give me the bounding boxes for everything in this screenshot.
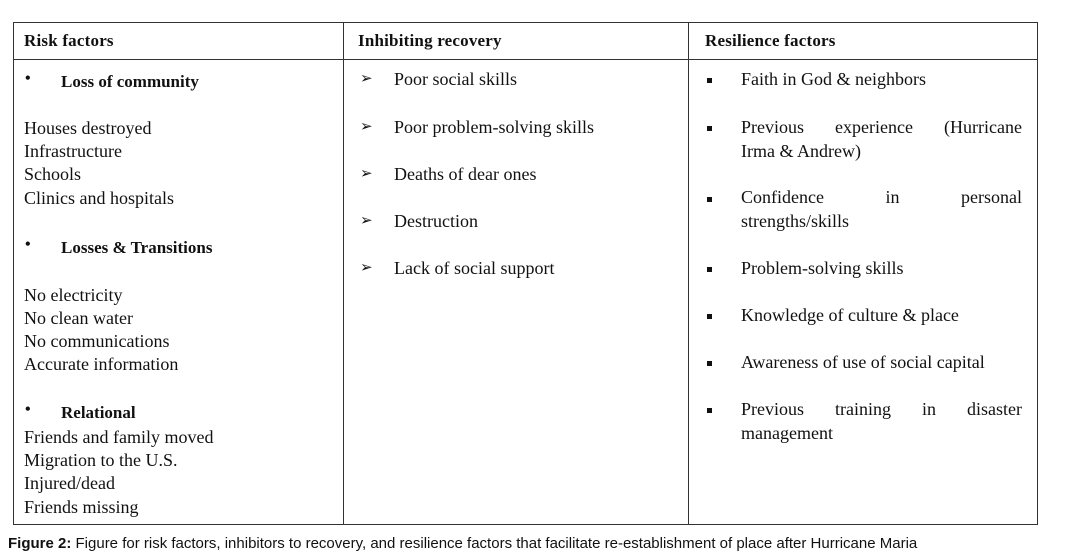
header-risk-factors: Risk factors <box>24 31 114 50</box>
inhibiting-item: Deaths of dear ones <box>394 164 537 184</box>
square-bullet-icon <box>707 361 712 366</box>
resilience-item-continued: Irma & Andrew) <box>741 141 861 161</box>
risk-item: Infrastructure <box>24 141 122 161</box>
figure-label: Figure 2: <box>8 535 72 552</box>
resilience-item-continued: strengths/skills <box>741 211 850 231</box>
header-inhibiting-recovery: Inhibiting recovery <box>358 31 502 50</box>
resilience-item: Previous training in disaster <box>741 399 1022 419</box>
risk-item: No electricity <box>24 285 123 305</box>
bullet-icon: • <box>25 70 31 87</box>
risk-group-title: Losses & Transitions <box>61 238 213 257</box>
factors-table <box>13 22 1038 525</box>
risk-group-title: Relational <box>61 403 136 422</box>
inhibiting-item: Lack of social support <box>394 258 555 278</box>
risk-item: Injured/dead <box>24 473 115 493</box>
column-divider <box>688 23 689 524</box>
inhibiting-item: Poor social skills <box>394 69 518 89</box>
inhibiting-item: Poor problem-solving skills <box>394 117 595 137</box>
figure-caption-text: Figure for risk factors, inhibitors to recovery, and resilience factors that facilitate re-establishment of place after Hurricane Maria <box>71 535 918 552</box>
risk-group-title: Loss of community <box>61 72 199 91</box>
risk-item: No clean water <box>24 308 133 328</box>
risk-item: Schools <box>24 164 82 184</box>
arrow-bullet-icon: ➢ <box>360 119 373 135</box>
risk-item: Clinics and hospitals <box>24 188 174 208</box>
bullet-icon: • <box>25 401 31 418</box>
square-bullet-icon <box>707 78 712 83</box>
risk-item: Friends missing <box>24 497 139 517</box>
square-bullet-icon <box>707 267 712 272</box>
square-bullet-icon <box>707 126 712 131</box>
risk-item: Houses destroyed <box>24 118 152 138</box>
column-divider <box>343 23 344 524</box>
square-bullet-icon <box>707 314 712 319</box>
bullet-icon: • <box>25 236 31 253</box>
inhibiting-item: Destruction <box>394 211 478 231</box>
arrow-bullet-icon: ➢ <box>360 166 373 182</box>
resilience-item: Confidence in personal <box>741 187 1022 207</box>
resilience-item: Faith in God & neighbors <box>741 69 926 89</box>
arrow-bullet-icon: ➢ <box>360 260 373 276</box>
figure-caption <box>8 535 917 552</box>
arrow-bullet-icon: ➢ <box>360 71 373 87</box>
resilience-item-continued: management <box>741 423 833 443</box>
risk-item: No communications <box>24 331 170 351</box>
risk-item: Accurate information <box>24 354 179 374</box>
risk-item: Friends and family moved <box>24 427 214 447</box>
header-resilience-factors: Resilience factors <box>705 31 836 50</box>
header-divider <box>14 59 1037 60</box>
arrow-bullet-icon: ➢ <box>360 213 373 229</box>
risk-item: Migration to the U.S. <box>24 450 178 470</box>
square-bullet-icon <box>707 197 712 202</box>
square-bullet-icon <box>707 408 712 413</box>
resilience-item: Awareness of use of social capital <box>741 352 985 372</box>
resilience-item: Previous experience (Hurricane <box>741 117 1022 137</box>
resilience-item: Knowledge of culture & place <box>741 305 959 325</box>
resilience-item: Problem-solving skills <box>741 258 904 278</box>
